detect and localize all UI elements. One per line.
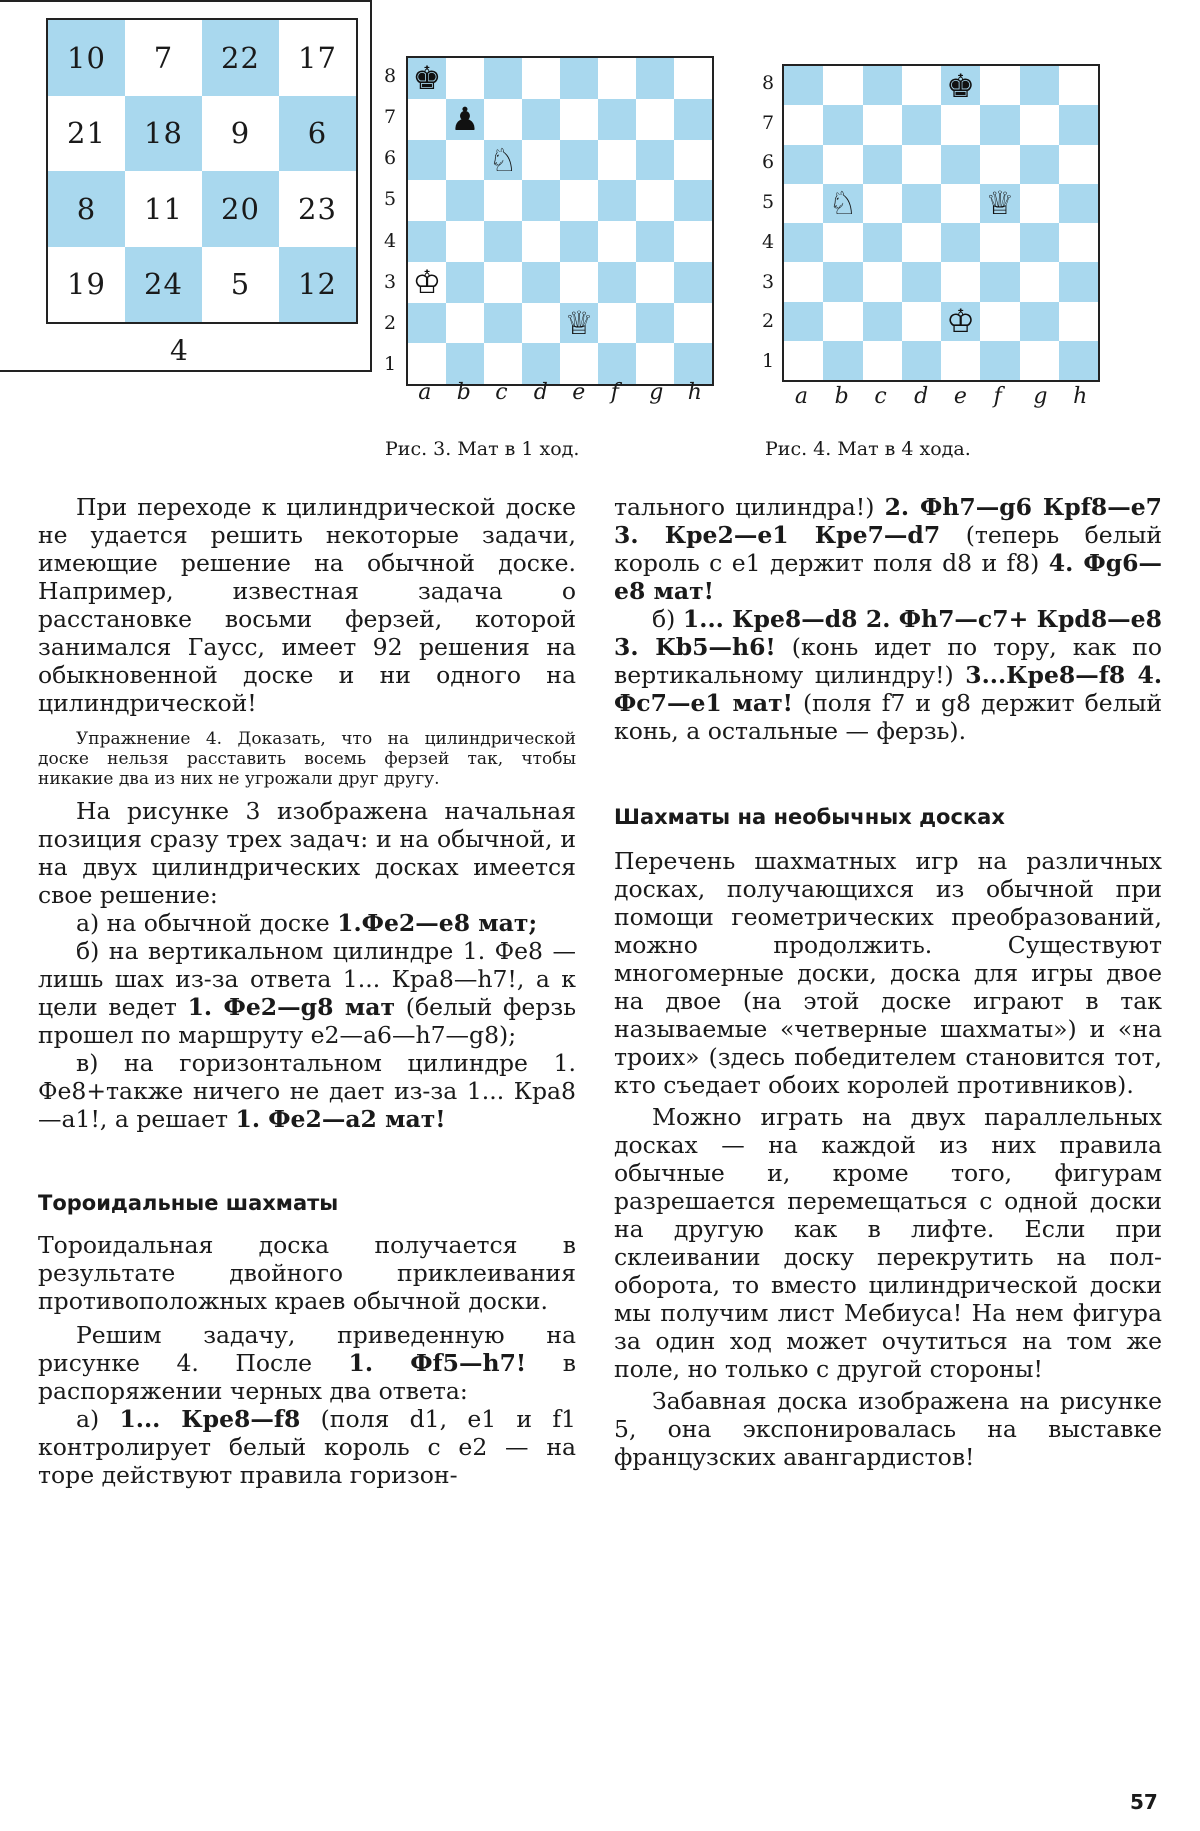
board-square (941, 302, 980, 341)
board-square (408, 180, 446, 221)
board-square (674, 262, 712, 303)
board-square (1020, 105, 1059, 144)
solution-c (38, 1049, 576, 1133)
magic-square-cell: 21 (67, 116, 106, 151)
board-square (784, 105, 823, 144)
board-square (980, 262, 1019, 301)
board-square (674, 221, 712, 262)
rank-label: 8 (762, 71, 775, 94)
board-square (560, 262, 598, 303)
board-square (484, 221, 522, 262)
text: (поля f7 и g8 держит белый конь, а остальные — ферзь). (614, 689, 1162, 745)
paragraph (38, 1405, 576, 1489)
board-square (446, 221, 484, 262)
paragraph: Тороидальная доска получается в результате двойного приклеивания противоположных краев обычной доски. (38, 1231, 576, 1315)
board-square (598, 343, 636, 384)
board-square (1020, 262, 1059, 301)
board-square (484, 303, 522, 344)
board-square (522, 99, 560, 140)
rank-label: 7 (384, 105, 397, 128)
board-square (941, 184, 980, 223)
move: 3...Кре8—f8 4. Фс7—е1 мат! (614, 661, 1162, 717)
rank-label: 4 (384, 229, 397, 252)
board-square (863, 262, 902, 301)
board-square (823, 223, 862, 262)
text: (белый ферзь прошел по маршруту е2—а6—h7—g8); (38, 993, 576, 1049)
rank-label: 3 (384, 270, 397, 293)
file-label: c (495, 380, 508, 405)
board-square (784, 184, 823, 223)
board-square (560, 303, 598, 344)
board-square (980, 145, 1019, 184)
fig4-chessboard (782, 64, 1100, 382)
board-square (941, 145, 980, 184)
board-square (408, 343, 446, 384)
rank-label: 4 (762, 230, 775, 253)
board-square (1059, 184, 1098, 223)
board-square (674, 180, 712, 221)
board-square (1020, 223, 1059, 262)
board-square (484, 58, 522, 99)
magic-square-cell: 18 (125, 96, 202, 172)
section-heading: Тороидальные шахматы (38, 1191, 339, 1215)
board-square (1020, 184, 1059, 223)
board-square (522, 262, 560, 303)
board-square (823, 302, 862, 341)
board-square (598, 140, 636, 181)
text: а) (76, 1405, 120, 1433)
paragraph: При переходе к цилиндрической доске не удается решить некоторые задачи, имеющие решение на обычной доске. Например, известная задача о расстановке восьми ферзей, которой занимался Гаусс, имеет 92 решения на обыкновенной доске и ни одного на цилиндрической! (38, 493, 576, 717)
file-label: d (533, 380, 548, 405)
paragraph (614, 605, 1162, 745)
board-square (784, 145, 823, 184)
board-square (522, 303, 560, 344)
file-label: g (649, 380, 664, 405)
file-label: h (1073, 384, 1088, 409)
board-square (484, 343, 522, 384)
board-square (522, 58, 560, 99)
board-square (1059, 341, 1098, 380)
fig4-caption: Рис. 4. Мат в 4 хода. (765, 438, 971, 460)
board-square (408, 99, 446, 140)
board-square (980, 184, 1019, 223)
board-square (902, 66, 941, 105)
board-square (636, 180, 674, 221)
text: б) (652, 605, 683, 633)
solution-b (38, 937, 576, 1049)
magic-square-figure (0, 0, 372, 372)
rank-label: 7 (762, 111, 775, 134)
text: (теперь белый король с е1 держит поля d8 и f8) (614, 521, 1162, 577)
board-square (902, 145, 941, 184)
board-square (636, 303, 674, 344)
move: 1. Фf5—h7! (348, 1349, 527, 1377)
paragraph: Можно играть на двух параллельных досках — на каждой из них правила обычные и, кроме того, фигурам разрешается перемещаться с одной доски на другую как в лифте. Если при склеивании доску перекрутить на пол-оборота, то вместо цилиндрической доски мы получим лист Мебиуса! На нем фигура за один ход может очутиться на том же поле, но только с другой стороны! (614, 1103, 1162, 1383)
board-square (902, 302, 941, 341)
magic-square-cell: 5 (230, 267, 251, 302)
board-square (902, 184, 941, 223)
board-square (446, 343, 484, 384)
board-square (902, 341, 941, 380)
magic-square-cell: 20 (202, 171, 279, 247)
board-square (560, 58, 598, 99)
board-square (484, 99, 522, 140)
board-square (484, 140, 522, 181)
board-square (674, 140, 712, 181)
board-square (598, 180, 636, 221)
board-square (1059, 105, 1098, 144)
board-square (863, 302, 902, 341)
board-square (980, 302, 1019, 341)
board-square (863, 341, 902, 380)
board-square (941, 223, 980, 262)
board-square (980, 105, 1019, 144)
fig3-chessboard (406, 56, 714, 386)
board-square (863, 184, 902, 223)
move: 1.Фе2—е8 мат; (337, 909, 538, 937)
board-square (408, 303, 446, 344)
rank-label: 1 (384, 353, 397, 376)
left-column (38, 493, 576, 1489)
magic-square-cell: 8 (48, 171, 125, 247)
black-king-icon: ♚ (412, 59, 442, 98)
rank-label: 8 (384, 64, 397, 87)
move: 1... Кре8—d8 2. Фh7—с7+ Крd8—е8 3. Kb5—h6! (614, 605, 1162, 661)
rank-label: 5 (762, 191, 775, 214)
figure-label: 4 (170, 334, 188, 367)
board-square (636, 99, 674, 140)
magic-square-cell: 7 (153, 40, 174, 75)
paragraph: На рисунке 3 изображена начальная позиция сразу трех задач: и на обычной, и на двух цилиндрических досках имеется свое решение: (38, 797, 576, 909)
board-square (636, 140, 674, 181)
white-king-icon: ♔ (946, 302, 975, 341)
text: тального цилиндра!) (614, 493, 885, 521)
white-queen-icon: ♕ (985, 184, 1015, 223)
board-square (408, 58, 446, 99)
white-knight-icon: ♘ (488, 140, 518, 179)
board-square (636, 262, 674, 303)
board-square (902, 262, 941, 301)
board-square (980, 66, 1019, 105)
magic-square-cell: 6 (279, 96, 356, 172)
section-heading: Шахматы на необычных досках (614, 805, 1005, 829)
board-square (784, 341, 823, 380)
file-label: c (874, 384, 887, 409)
white-king-icon: ♔ (412, 263, 442, 302)
board-square (784, 223, 823, 262)
board-square (980, 223, 1019, 262)
solution-a (38, 909, 576, 937)
board-square (636, 343, 674, 384)
board-square (823, 262, 862, 301)
board-square (863, 105, 902, 144)
board-square (1020, 302, 1059, 341)
magic-square-cell: 22 (202, 20, 279, 96)
board-square (941, 66, 980, 105)
right-column (614, 493, 1162, 1471)
move: 1. Фе2—g8 мат (187, 993, 396, 1021)
board-square (522, 343, 560, 384)
magic-square-cell: 17 (298, 40, 337, 75)
fig3-caption: Рис. 3. Мат в 1 ход. (385, 438, 580, 460)
board-square (1059, 145, 1098, 184)
page-number: 57 (1130, 1790, 1158, 1814)
board-square (636, 221, 674, 262)
move: 4. Фg6—е8 мат! (614, 549, 1162, 605)
board-square (522, 180, 560, 221)
board-square (863, 145, 902, 184)
text: в распоряжении черных два ответа: (38, 1349, 576, 1405)
text: Решим задачу, приведенную на рисунке 4. После (38, 1321, 576, 1377)
board-square (674, 343, 712, 384)
board-square (980, 341, 1019, 380)
text: б) на вертикальном цилиндре 1. Фе8 — лишь шах из-за ответа 1... Кра8—h7!, а к цели ведет (38, 937, 576, 1021)
board-square (522, 140, 560, 181)
board-square (636, 58, 674, 99)
move: 1. Фе2—а2 мат! (235, 1105, 446, 1133)
board-square (1059, 302, 1098, 341)
board-square (941, 262, 980, 301)
white-queen-icon: ♕ (564, 303, 594, 342)
file-label: e (953, 384, 967, 409)
board-square (408, 262, 446, 303)
board-square (484, 262, 522, 303)
board-square (560, 221, 598, 262)
rank-label: 5 (384, 188, 397, 211)
board-square (1020, 145, 1059, 184)
board-square (823, 145, 862, 184)
board-square (863, 66, 902, 105)
board-square (1059, 262, 1098, 301)
board-square (560, 180, 598, 221)
board-square (598, 99, 636, 140)
board-square (560, 343, 598, 384)
paragraph: Забавная доска изображена на рисунке 5, она экспонировалась на выставке французских авангардистов! (614, 1387, 1162, 1471)
board-square (674, 58, 712, 99)
board-square (446, 58, 484, 99)
file-label: e (572, 380, 586, 405)
magic-square-cell: 11 (144, 191, 183, 226)
black-king-icon: ♚ (946, 66, 975, 105)
exercise-text: Упражнение 4. Доказать, что на цилиндрической доске нельзя расставить восемь ферзей так, чтобы никакие два из них не угрожали друг другу. (38, 729, 576, 789)
rank-label: 2 (384, 312, 397, 335)
board-square (823, 341, 862, 380)
board-square (823, 184, 862, 223)
board-square (484, 180, 522, 221)
file-label: f (610, 380, 619, 405)
board-square (941, 341, 980, 380)
board-square (446, 99, 484, 140)
board-square (446, 140, 484, 181)
board-square (784, 66, 823, 105)
paragraph: Перечень шахматных игр на различных досках, получающихся из обычной при помощи геометрических преобразований, можно продолжить. Существуют многомерные доски, доска для игры двое на двое (на этой доске играют в так называемые «четверные шахматы») и «на троих» (здесь победителем становится тот, кто съедает обоих королей противников). (614, 847, 1162, 1099)
magic-square-cell: 23 (298, 191, 337, 226)
file-label: b (834, 384, 849, 409)
board-square (408, 221, 446, 262)
file-label: g (1033, 384, 1048, 409)
magic-square-cell: 19 (67, 267, 106, 302)
rank-label: 1 (762, 350, 775, 373)
file-label: f (993, 384, 1002, 409)
text: а) на обычной доске (76, 909, 338, 937)
board-square (863, 223, 902, 262)
board-square (674, 303, 712, 344)
board-square (598, 221, 636, 262)
board-square (823, 105, 862, 144)
board-square (446, 180, 484, 221)
magic-square-grid (46, 18, 358, 324)
rank-label: 3 (762, 270, 775, 293)
file-label: d (914, 384, 929, 409)
paragraph (614, 493, 1162, 605)
text: (конь идет по тору, как по вертикальному цилиндру!) (614, 633, 1162, 689)
board-square (902, 105, 941, 144)
magic-square-cell: 10 (48, 20, 125, 96)
rank-label: 6 (384, 147, 397, 170)
board-square (902, 223, 941, 262)
file-label: a (418, 380, 432, 405)
board-square (1020, 341, 1059, 380)
board-square (674, 99, 712, 140)
board-square (598, 303, 636, 344)
file-label: a (794, 384, 808, 409)
rank-label: 2 (762, 310, 775, 333)
board-square (598, 262, 636, 303)
file-label: b (456, 380, 471, 405)
board-square (522, 221, 560, 262)
board-square (1059, 66, 1098, 105)
board-square (784, 262, 823, 301)
board-square (560, 99, 598, 140)
magic-square-cell: 24 (125, 247, 202, 323)
file-label: h (687, 380, 702, 405)
paragraph (38, 1321, 576, 1405)
move: 1... Кре8—f8 (119, 1405, 301, 1433)
black-pawn-icon: ♟ (450, 100, 480, 139)
white-knight-icon: ♘ (828, 184, 858, 223)
board-square (1020, 66, 1059, 105)
board-square (784, 302, 823, 341)
text: в) на горизонтальном цилиндре 1. Фе8+также ничего не дает из-за 1... Кра8—а1!, а решает (38, 1049, 576, 1133)
board-square (408, 140, 446, 181)
move: 2. Фh7—g6 Крf8—е7 3. Кре2—е1 Кре7—d7 (614, 493, 1162, 549)
board-square (560, 140, 598, 181)
board-square (823, 66, 862, 105)
board-square (446, 262, 484, 303)
board-square (446, 303, 484, 344)
board-square (941, 105, 980, 144)
text: (поля d1, е1 и f1 контролирует белый король с е2 — на торе действуют правила горизон- (38, 1405, 576, 1489)
magic-square-cell: 9 (230, 116, 251, 151)
board-square (598, 58, 636, 99)
board-square (1059, 223, 1098, 262)
magic-square-cell: 12 (279, 247, 356, 323)
rank-label: 6 (762, 151, 775, 174)
